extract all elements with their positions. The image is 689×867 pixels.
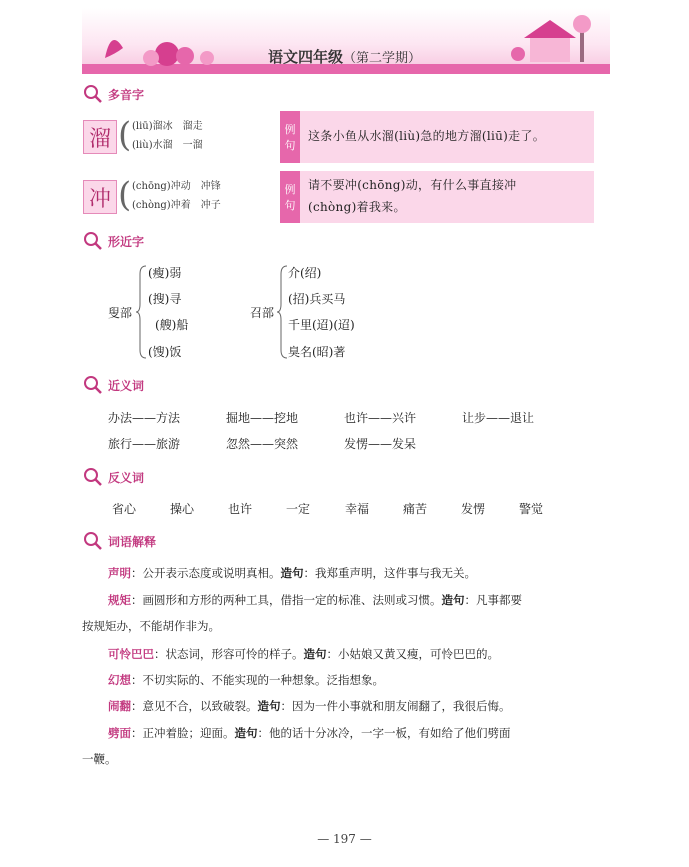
section-label: 词语解释	[108, 534, 157, 549]
similar-item: 千里(迢)(迢)	[288, 318, 355, 332]
synonym-pair: 让步——退让	[462, 411, 535, 425]
magnifier-icon	[82, 466, 104, 488]
page-number: — 197 —	[317, 832, 372, 846]
synonym-pair: 办法——方法	[108, 411, 181, 425]
glossary-def: ：公开表示态度或说明真相。	[131, 566, 281, 580]
brace-icon	[136, 264, 148, 360]
antonym-word: 操心	[170, 502, 195, 516]
reading-2a: (chōng)冲动 冲锋	[132, 181, 221, 192]
sentence-label: 造句	[257, 699, 281, 713]
antonym-word: 痛苦	[403, 502, 428, 516]
section-heading-glossary	[82, 530, 156, 552]
section-label: 形近字	[108, 234, 145, 249]
similar-group-label-2: 召部	[250, 306, 275, 320]
example-tag: 例句	[280, 171, 300, 223]
example-line-2: (chòng)着我来。	[308, 200, 406, 214]
similar-item: (瘦)弱	[148, 266, 182, 280]
sentence-label: 造句	[303, 647, 327, 661]
reading-1a: (liū)溜冰 溜走	[132, 121, 203, 132]
brace-icon: (	[118, 115, 132, 155]
synonym-pair: 发愣——发呆	[344, 437, 417, 451]
similar-item: (馊)饭	[148, 345, 182, 359]
example-box-1	[280, 111, 594, 163]
similar-item: 臭名(昭)著	[288, 345, 346, 359]
title-text: 语文四年级	[267, 48, 343, 66]
glossary-continuation: 一鞭。	[82, 752, 117, 766]
antonym-word: 一定	[286, 502, 311, 516]
glossary-sentence: ：我郑重声明，这件事与我无关。	[303, 566, 476, 580]
glossary-def: ：不切实际的、不能实现的一种想象。泛指想象。	[131, 673, 384, 687]
poly-char-2: 冲	[83, 180, 117, 214]
synonym-pair: 掘地——挖地	[226, 411, 299, 425]
glossary-sentence: ：他的话十分冰冷，一字一板，有如给了他们劈面	[257, 726, 511, 740]
example-box-2	[280, 171, 594, 223]
antonym-word: 省心	[112, 502, 137, 516]
sentence-label: 造句	[280, 566, 304, 580]
antonym-word: 发愣	[461, 502, 486, 516]
glossary-term: 可怜巴巴	[108, 647, 154, 661]
glossary-entry	[108, 560, 608, 586]
glossary-def: ：画圆形和方形的两种工具，借指一定的标准、法则或习惯。	[131, 593, 442, 607]
glossary-term: 规矩	[108, 593, 131, 607]
section-heading-similar	[82, 230, 144, 252]
glossary-def: ：正冲着脸；迎面。	[131, 726, 235, 740]
reading-2b: (chòng)冲着 冲子	[132, 200, 221, 211]
page-title	[0, 46, 689, 67]
sentence-label: 造句	[234, 726, 258, 740]
sentence-label: 造句	[441, 593, 465, 607]
section-heading-polyphonic	[82, 83, 144, 105]
glossary-entry	[108, 693, 608, 719]
antonym-word: 也许	[228, 502, 253, 516]
section-heading-synonyms	[82, 374, 144, 396]
subtitle-text: （第二学期）	[343, 51, 422, 66]
similar-item: 介(绍)	[288, 266, 322, 280]
example-line-1: 请不要冲(chōng)动，有什么事直接冲	[308, 178, 517, 192]
antonym-word: 警觉	[519, 502, 544, 516]
glossary-def: ：状态词，形容可怜的样子。	[154, 647, 304, 661]
section-label: 反义词	[108, 470, 145, 485]
reading-1b: (liù)水溜 一溜	[132, 140, 203, 151]
section-label: 近义词	[108, 378, 145, 393]
glossary-entry	[108, 587, 610, 613]
magnifier-icon	[82, 530, 104, 552]
glossary-sentence: ：因为一件小事就和朋友闹翻了，我很后悔。	[280, 699, 511, 713]
antonym-word: 幸福	[345, 502, 370, 516]
poly-char-1: 溜	[83, 120, 117, 154]
section-label: 多音字	[108, 87, 145, 102]
similar-group-label-1: 叟部	[108, 306, 133, 320]
glossary-continuation: 按规矩办，不能胡作非为。	[82, 619, 220, 633]
magnifier-icon	[82, 374, 104, 396]
glossary-entry	[108, 720, 610, 746]
section-heading-antonyms	[82, 466, 144, 488]
glossary-term: 劈面	[108, 726, 131, 740]
similar-item: (招)兵买马	[288, 292, 346, 306]
glossary-entry	[108, 641, 608, 667]
example-tag: 例句	[280, 111, 300, 163]
glossary-sentence: ：小姑娘又黄又瘦，可怜巴巴的。	[326, 647, 499, 661]
glossary-term: 幻想	[108, 673, 131, 687]
magnifier-icon	[82, 230, 104, 252]
glossary-entry	[108, 667, 608, 693]
similar-item: (搜)寻	[148, 292, 182, 306]
brace-icon: (	[118, 175, 132, 215]
synonym-pair: 忽然——突然	[226, 437, 299, 451]
example-text: 这条小鱼从水溜(liù)急的地方溜(liū)走了。	[308, 129, 546, 143]
synonym-pair: 也许——兴许	[344, 411, 417, 425]
glossary-def: ：意见不合，以致破裂。	[131, 699, 258, 713]
glossary-term: 闹翻	[108, 699, 131, 713]
similar-item: (艘)船	[155, 318, 189, 332]
example-text	[300, 171, 524, 223]
synonym-pair: 旅行——旅游	[108, 437, 181, 451]
glossary-term: 声明	[108, 566, 131, 580]
magnifier-icon	[82, 83, 104, 105]
glossary-sentence: ：凡事都要	[464, 593, 522, 607]
